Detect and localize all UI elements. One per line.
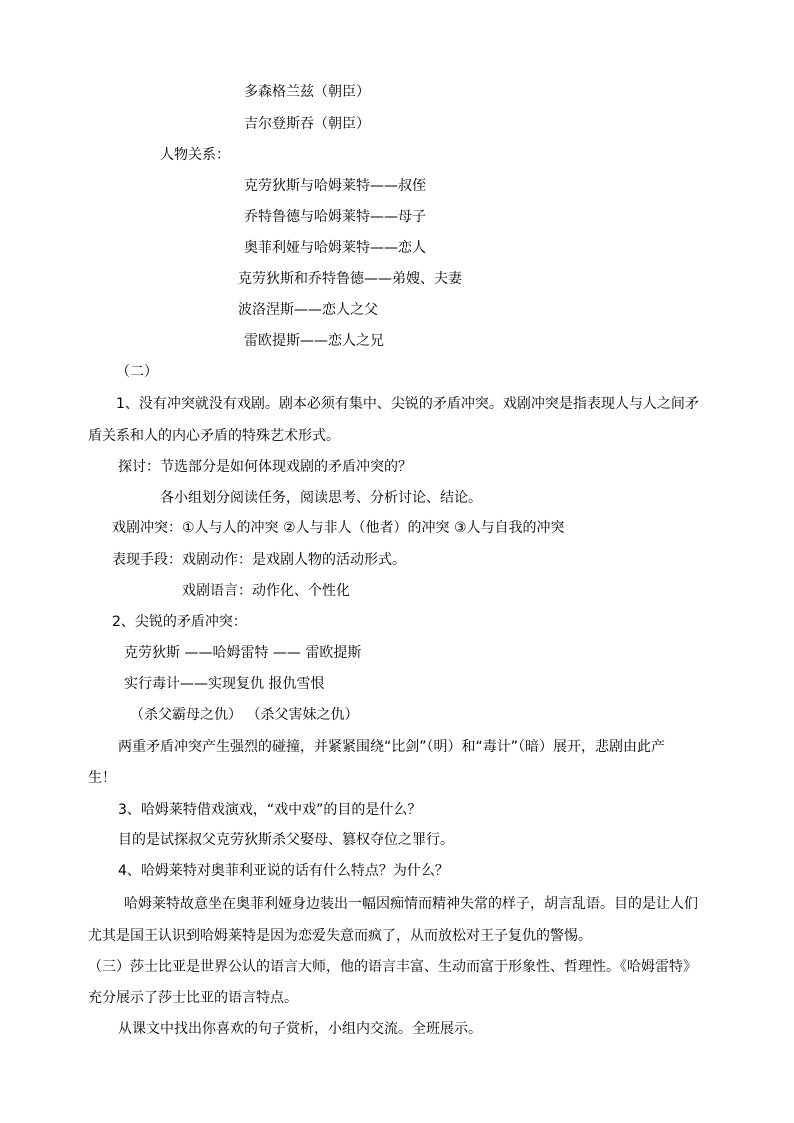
text-line-character-rosencrantz: 多森格兰兹（朝臣） [244, 84, 370, 100]
paragraph-line: 盾关系和人的内心矛盾的特殊艺术形式。 [88, 428, 340, 444]
paragraph-line: 从课文中找出你喜欢的句子赏析，小组内交流。全班展示。 [118, 1021, 482, 1037]
text-line-character-guildenstern: 吉尔登斯吞（朝臣） [244, 116, 370, 132]
conflict-diagram-line: （杀父霸母之仇） （杀父害妹之仇） [130, 707, 359, 723]
paragraph-line: 尤其是国王认识到哈姆莱特是因为恋爱失意而疯了，从而放松对王子复仇的警惕。 [88, 928, 592, 944]
paragraph-line: 戏剧语言：动作化、个性化 [182, 583, 350, 599]
text-line-relationship: 雷欧提斯——恋人之兄 [244, 333, 384, 349]
text-line-relationship: 克劳狄斯与哈姆莱特——叔侄 [244, 178, 426, 194]
paragraph-line: 探讨：节选部分是如何体现戏剧的矛盾冲突的？ [118, 459, 412, 475]
text-line-relationship: 波洛涅斯——恋人之父 [238, 302, 378, 318]
paragraph-line: 两重矛盾冲突产生强烈的碰撞，并紧紧围绕“比剑”（明）和“毒计”（暗）展开，悲剧由此产 [118, 739, 666, 755]
section-heading-relationships: 人物关系： [160, 147, 230, 163]
paragraph-line: 生！ [88, 770, 116, 786]
paragraph-line: 各小组划分阅读任务，阅读思考、分析讨论、结论。 [160, 490, 482, 506]
text-line-relationship: 克劳狄斯和乔特鲁德——弟嫂、夫妻 [238, 271, 462, 287]
paragraph-line: 充分展示了莎士比亚的语言特点。 [88, 990, 298, 1006]
question-line: 3、哈姆莱特借戏演戏，“戏中戏”的目的是什么？ [118, 802, 422, 818]
subheading-sharp-conflict: 2、尖锐的矛盾冲突： [112, 614, 247, 630]
text-line-relationship: 乔特鲁德与哈姆莱特——母子 [244, 209, 426, 225]
paragraph-line: 表现手段：戏剧动作：是戏剧人物的活动形式。 [112, 552, 406, 568]
answer-line: 目的是试探叔父克劳狄斯杀父娶母、篡权夺位之罪行。 [118, 832, 454, 848]
question-line: 4、哈姆莱特对奥菲利亚说的话有什么特点？为什么？ [118, 863, 449, 879]
text-line-relationship: 奥菲利娅与哈姆莱特——恋人 [244, 240, 426, 256]
conflict-diagram-line: 实行毒计——实现复仇 报仇雪恨 [124, 676, 325, 692]
paragraph-line: 哈姆莱特故意坐在奥菲利娅身边装出一幅因痴情而精神失常的样子，胡言乱语。目的是让人们 [124, 896, 698, 912]
section-heading-two: （二） [116, 364, 158, 380]
paragraph-line: 1、没有冲突就没有戏剧。剧本必须有集中、尖锐的矛盾冲突。戏剧冲突是指表现人与人之间矛 [116, 396, 699, 412]
paragraph-line-conflict-types: 戏剧冲突：①人与人的冲突 ②人与非人（他者）的冲突 ③人与自我的冲突 [112, 520, 565, 536]
section-heading-three: （三）莎士比亚是世界公认的语言大师，他的语言丰富、生动而富于形象性、哲理性。《哈姆雷特》 [88, 959, 697, 975]
conflict-diagram-line: 克劳狄斯 ——哈姆雷特 —— 雷欧提斯 [124, 645, 362, 661]
